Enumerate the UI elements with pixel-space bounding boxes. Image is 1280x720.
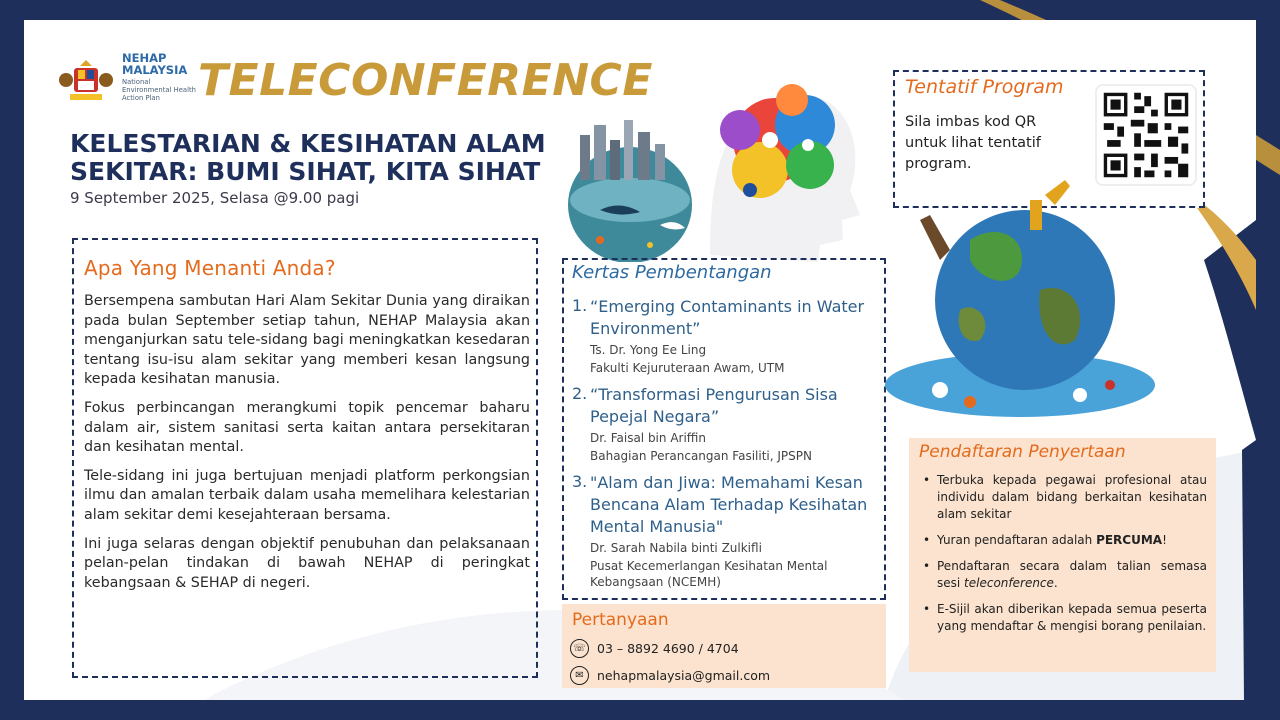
polluted-earth-illustration [880, 180, 1210, 435]
about-paragraph: Tele-sidang ini juga bertujuan menjadi platform perkongsian ilmu dan amalan terbaik dalam usaha memelihara kelestarian alam sekitar demi kesejahteraan bersama. [84, 467, 530, 523]
papers-heading: Kertas Pembentangan [572, 262, 772, 283]
logo-subtitle: National Environmental Health Action Plan [122, 78, 196, 102]
registration-text: ! [1162, 533, 1167, 547]
mail-icon: ✉ [570, 666, 589, 685]
paper-title: "Alam dan Jiwa: Memahami Kesan Bencana Alam Terhadap Kesihatan Mental Manusia" [590, 473, 868, 536]
malaysia-crest-icon [58, 56, 114, 106]
paper-organization: Bahagian Perancangan Fasiliti, JPSPN [590, 449, 812, 463]
environment-head-illustration [560, 40, 890, 262]
paper-organization: Fakulti Kejuruteraan Awam, UTM [590, 361, 785, 375]
registration-item [921, 558, 1207, 592]
paper-title: “Emerging Contaminants in Water Environment” [590, 297, 865, 338]
registration-section [909, 438, 1216, 672]
paper-item [572, 472, 878, 590]
teleconference-banner: TELECONFERENCE [198, 55, 653, 106]
contact-heading: Pertanyaan [572, 610, 669, 630]
teleconference-term: teleconference [964, 576, 1054, 590]
about-paragraph: Bersempena sambutan Hari Alam Sekitar Dunia yang diraikan pada bulan September setiap tahun, NEHAP Malaysia akan menganjurkan satu tele-sidang bagi meningkatkan kesedaran tentang isu-isu alam sekitar yang memberi kesan langsung kepada kesihatan manusia. [84, 293, 530, 388]
paper-speaker: Dr. Sarah Nabila binti Zulkifli [590, 541, 762, 555]
paper-item [572, 384, 878, 464]
phone-number: 03 – 8892 4690 / 4704 [597, 641, 739, 656]
schedule-text: Sila imbas kod QR untuk lihat tentatif program. [905, 114, 1041, 172]
about-section [72, 238, 538, 678]
schedule-heading: Tentatif Program [905, 76, 1064, 98]
email-contact [570, 666, 770, 685]
paper-number: 1. [572, 296, 588, 315]
logo-title-line1: NEHAP [122, 51, 167, 65]
registration-item [921, 532, 1207, 549]
qr-code-icon[interactable] [1097, 86, 1195, 184]
papers-section [562, 258, 886, 600]
nehap-logo [122, 52, 200, 102]
registration-heading: Pendaftaran Penyertaan [919, 442, 1126, 462]
registration-item: • Terbuka kepada pegawai profesional atau individu dalam bidang berkaitan kesihatan alam sekitar [921, 472, 1207, 523]
registration-text: . [1053, 576, 1058, 590]
paper-title: “Transformasi Pengurusan Sisa Pepejal Negara” [590, 385, 838, 426]
free-label: PERCUMA [1096, 533, 1163, 547]
phone-contact [570, 639, 739, 658]
about-paragraph: Fokus perbincangan merangkumi topik pencemar baharu dalam air, sistem sanitasi serta kaitan antara persekitaran dan kesihatan mental. [84, 399, 530, 456]
paper-number: 3. [572, 472, 588, 491]
paper-speaker: Dr. Faisal bin Ariffin [590, 431, 706, 445]
event-date: 9 September 2025, Selasa @9.00 pagi [70, 189, 360, 207]
registration-text: Pendaftaran secara dalam talian semasa sesi [937, 559, 1207, 590]
paper-number: 2. [572, 384, 588, 403]
paper-organization: Pusat Kecemerlangan Kesihatan Mental Kebangsaan (NCEMH) [590, 559, 828, 589]
paper-speaker: Ts. Dr. Yong Ee Ling [590, 343, 707, 357]
registration-item: • E-Sijil akan diberikan kepada semua peserta yang mendaftar & mengisi borang penilaian. [921, 601, 1207, 635]
page-title: KELESTARIAN & KESIHATAN ALAM SEKITAR: BUMI SIHAT, KITA SIHAT [70, 129, 546, 186]
contact-section [562, 604, 886, 688]
about-paragraph: Ini juga selaras dengan objektif penubuhan dan pelaksanaan pelan-pelan tindakan di bawah NEHAP di peringkat kebangsaan & SEHAP di negeri. [84, 535, 530, 591]
phone-icon: ☏ [570, 639, 589, 658]
paper-item [572, 296, 878, 376]
registration-text: Yuran pendaftaran adalah [937, 533, 1097, 547]
about-heading: Apa Yang Menanti Anda? [84, 256, 336, 280]
logo-title-line2: MALAYSIA [122, 63, 188, 77]
email-address[interactable]: nehapmalaysia@gmail.com [597, 668, 771, 683]
